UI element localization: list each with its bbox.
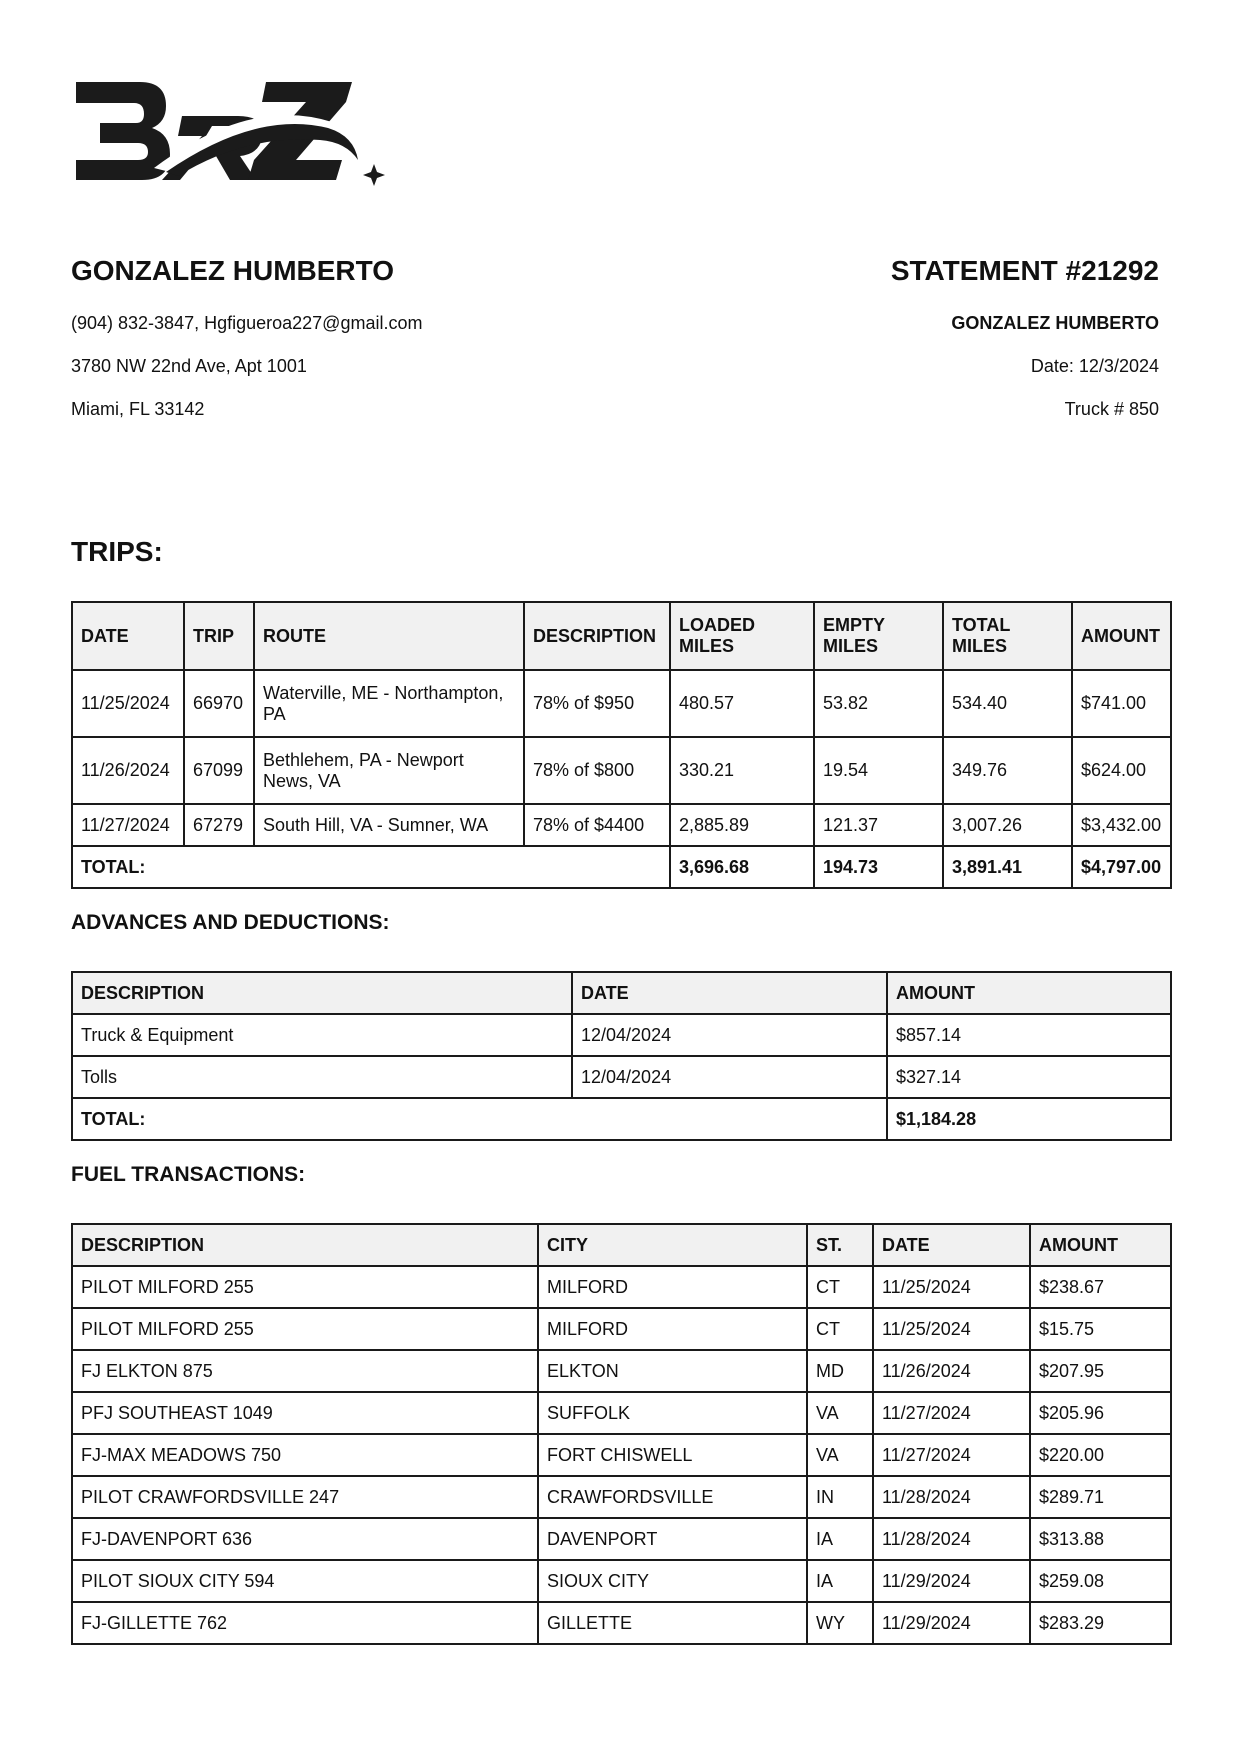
- trips-total-miles: 3,891.41: [943, 846, 1072, 888]
- fuel-date: 11/28/2024: [873, 1518, 1030, 1560]
- trips-total-row: [72, 846, 1171, 888]
- fuel-heading: FUEL TRANSACTIONS:: [71, 1163, 306, 1186]
- table-row: [72, 1014, 1171, 1056]
- col-header-description: DESCRIPTION: [72, 1224, 538, 1266]
- fuel-date: 11/28/2024: [873, 1476, 1030, 1518]
- col-header-date: DATE: [873, 1224, 1030, 1266]
- trip-total-miles: 349.76: [943, 737, 1072, 804]
- fuel-amount: $259.08: [1030, 1560, 1171, 1602]
- trip-date: 11/26/2024: [72, 737, 184, 804]
- fuel-state: MD: [807, 1350, 873, 1392]
- advance-amount: $327.14: [887, 1056, 1171, 1098]
- table-row: [72, 1434, 1171, 1476]
- table-row: [72, 1392, 1171, 1434]
- statement-driver-name: GONZALEZ HUMBERTO: [951, 313, 1159, 333]
- fuel-amount: $283.29: [1030, 1602, 1171, 1644]
- table-row: [72, 1350, 1171, 1392]
- trip-loaded-miles: 480.57: [670, 670, 814, 737]
- fuel-state: IA: [807, 1518, 873, 1560]
- trip-amount: $3,432.00: [1072, 804, 1171, 846]
- trip-route: Bethlehem, PA - Newport News, VA: [254, 737, 524, 804]
- table-row: [72, 737, 1171, 804]
- fuel-date: 11/26/2024: [873, 1350, 1030, 1392]
- fuel-description: FJ-DAVENPORT 636: [72, 1518, 538, 1560]
- fuel-description: PILOT SIOUX CITY 594: [72, 1560, 538, 1602]
- fuel-date: 11/27/2024: [873, 1392, 1030, 1434]
- brz-logo: [70, 76, 390, 192]
- statement-date: Date: 12/3/2024: [1030, 356, 1159, 376]
- trip-description: 78% of $4400: [524, 804, 670, 846]
- advance-date: 12/04/2024: [572, 1056, 887, 1098]
- fuel-description: PILOT MILFORD 255: [72, 1266, 538, 1308]
- fuel-state: CT: [807, 1308, 873, 1350]
- statement-info: [599, 250, 1159, 431]
- fuel-city: MILFORD: [538, 1308, 807, 1350]
- trip-loaded-miles: 2,885.89: [670, 804, 814, 846]
- fuel-date: 11/25/2024: [873, 1266, 1030, 1308]
- driver-address-line2: Miami, FL 33142: [71, 399, 205, 419]
- fuel-amount: $15.75: [1030, 1308, 1171, 1350]
- fuel-city: DAVENPORT: [538, 1518, 807, 1560]
- fuel-description: PFJ SOUTHEAST 1049: [72, 1392, 538, 1434]
- trip-route: South Hill, VA - Sumner, WA: [254, 804, 524, 846]
- trip-empty-miles: 121.37: [814, 804, 943, 846]
- col-header-state: ST.: [807, 1224, 873, 1266]
- driver-contact: (904) 832-3847, Hgfigueroa227@gmail.com: [71, 313, 423, 333]
- advances-total-amount: $1,184.28: [887, 1098, 1171, 1140]
- table-row: [72, 804, 1171, 846]
- col-header-amount: AMOUNT: [1030, 1224, 1171, 1266]
- fuel-description: PILOT MILFORD 255: [72, 1308, 538, 1350]
- fuel-description: FJ-GILLETTE 762: [72, 1602, 538, 1644]
- trip-route: Waterville, ME - Northampton, PA: [254, 670, 524, 737]
- col-header-loaded-miles: LOADED MILES: [670, 602, 814, 670]
- col-header-description: DESCRIPTION: [524, 602, 670, 670]
- fuel-state: IA: [807, 1560, 873, 1602]
- fuel-description: FJ-MAX MEADOWS 750: [72, 1434, 538, 1476]
- fuel-amount: $205.96: [1030, 1392, 1171, 1434]
- table-row: [72, 1560, 1171, 1602]
- advances-total-row: [72, 1098, 1171, 1140]
- driver-name: GONZALEZ HUMBERTO: [71, 255, 395, 286]
- fuel-city: GILLETTE: [538, 1602, 807, 1644]
- fuel-description: FJ ELKTON 875: [72, 1350, 538, 1392]
- trip-number: 66970: [184, 670, 254, 737]
- fuel-city: SUFFOLK: [538, 1392, 807, 1434]
- advance-date: 12/04/2024: [572, 1014, 887, 1056]
- fuel-amount: $207.95: [1030, 1350, 1171, 1392]
- col-header-route: ROUTE: [254, 602, 524, 670]
- advances-heading: ADVANCES AND DEDUCTIONS:: [71, 911, 390, 934]
- col-header-description: DESCRIPTION: [72, 972, 572, 1014]
- col-header-total-miles: TOTAL MILES: [943, 602, 1072, 670]
- fuel-date: 11/29/2024: [873, 1602, 1030, 1644]
- fuel-city: CRAWFORDSVILLE: [538, 1476, 807, 1518]
- fuel-amount: $220.00: [1030, 1434, 1171, 1476]
- fuel-date: 11/25/2024: [873, 1308, 1030, 1350]
- advance-amount: $857.14: [887, 1014, 1171, 1056]
- fuel-header-row: [72, 1224, 1171, 1266]
- fuel-date: 11/29/2024: [873, 1560, 1030, 1602]
- trip-empty-miles: 19.54: [814, 737, 943, 804]
- trips-total-empty: 194.73: [814, 846, 943, 888]
- trip-description: 78% of $800: [524, 737, 670, 804]
- col-header-empty-miles: EMPTY MILES: [814, 602, 943, 670]
- trips-total-label: TOTAL:: [72, 846, 670, 888]
- trip-total-miles: 3,007.26: [943, 804, 1072, 846]
- driver-address-line1: 3780 NW 22nd Ave, Apt 1001: [71, 356, 307, 376]
- trip-description: 78% of $950: [524, 670, 670, 737]
- fuel-state: IN: [807, 1476, 873, 1518]
- table-row: [72, 1056, 1171, 1098]
- advances-total-label: TOTAL:: [72, 1098, 887, 1140]
- fuel-state: VA: [807, 1392, 873, 1434]
- fuel-state: CT: [807, 1266, 873, 1308]
- table-row: [72, 1266, 1171, 1308]
- col-header-amount: AMOUNT: [1072, 602, 1171, 670]
- fuel-amount: $238.67: [1030, 1266, 1171, 1308]
- trip-amount: $741.00: [1072, 670, 1171, 737]
- trip-date: 11/25/2024: [72, 670, 184, 737]
- advances-table: [71, 971, 1172, 1141]
- statement-title: STATEMENT #21292: [890, 255, 1159, 286]
- trip-number: 67099: [184, 737, 254, 804]
- trips-header-row: [72, 602, 1171, 670]
- col-header-city: CITY: [538, 1224, 807, 1266]
- fuel-city: ELKTON: [538, 1350, 807, 1392]
- fuel-city: SIOUX CITY: [538, 1560, 807, 1602]
- trip-empty-miles: 53.82: [814, 670, 943, 737]
- trip-date: 11/27/2024: [72, 804, 184, 846]
- statement-truck: Truck # 850: [1064, 399, 1159, 419]
- trips-total-amount: $4,797.00: [1072, 846, 1171, 888]
- advance-description: Tolls: [72, 1056, 572, 1098]
- fuel-description: PILOT CRAWFORDSVILLE 247: [72, 1476, 538, 1518]
- fuel-city: FORT CHISWELL: [538, 1434, 807, 1476]
- fuel-state: WY: [807, 1602, 873, 1644]
- fuel-city: MILFORD: [538, 1266, 807, 1308]
- fuel-table: [71, 1223, 1172, 1645]
- fuel-state: VA: [807, 1434, 873, 1476]
- trips-total-loaded: 3,696.68: [670, 846, 814, 888]
- fuel-date: 11/27/2024: [873, 1434, 1030, 1476]
- table-row: [72, 1602, 1171, 1644]
- trips-heading: TRIPS:: [71, 536, 163, 567]
- col-header-trip: TRIP: [184, 602, 254, 670]
- trip-total-miles: 534.40: [943, 670, 1072, 737]
- fuel-amount: $313.88: [1030, 1518, 1171, 1560]
- col-header-amount: AMOUNT: [887, 972, 1171, 1014]
- driver-info: [71, 250, 631, 431]
- trip-number: 67279: [184, 804, 254, 846]
- fuel-amount: $289.71: [1030, 1476, 1171, 1518]
- table-row: [72, 670, 1171, 737]
- table-row: [72, 1518, 1171, 1560]
- col-header-date: DATE: [572, 972, 887, 1014]
- advances-header-row: [72, 972, 1171, 1014]
- trip-loaded-miles: 330.21: [670, 737, 814, 804]
- col-header-date: DATE: [72, 602, 184, 670]
- table-row: [72, 1476, 1171, 1518]
- table-row: [72, 1308, 1171, 1350]
- trip-amount: $624.00: [1072, 737, 1171, 804]
- trips-table: [71, 601, 1172, 889]
- advance-description: Truck & Equipment: [72, 1014, 572, 1056]
